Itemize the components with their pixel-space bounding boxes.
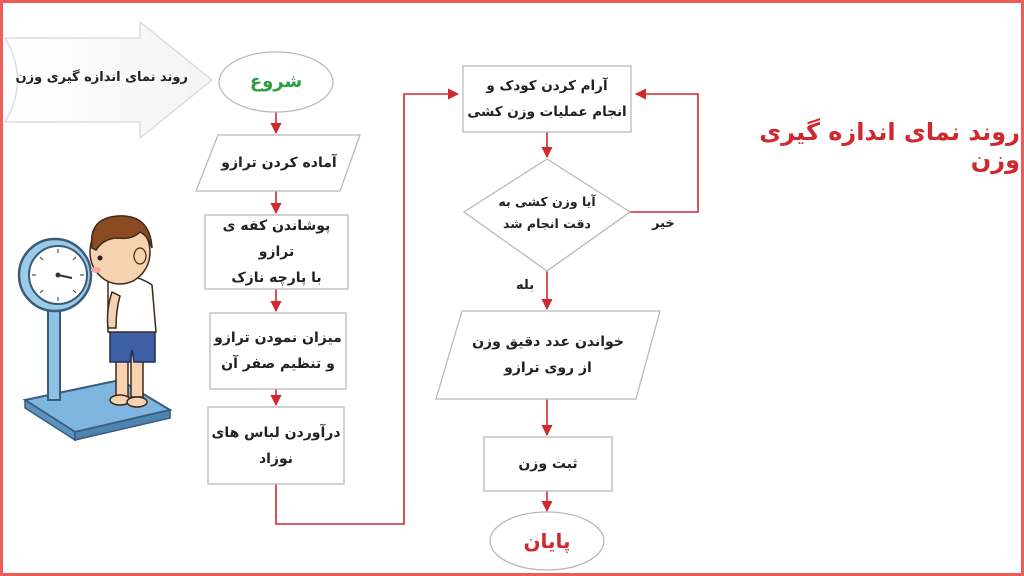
end-label: پایان — [523, 529, 571, 553]
calibrate-label: میزان نمودن ترازو و تنظیم صفر آن — [214, 330, 342, 372]
edge-no-label: خیر — [652, 216, 675, 231]
undress-label: درآوردن لباس های نوزاد — [211, 424, 341, 467]
page-title: روند نمای اندازه گیری وزن — [759, 118, 1020, 174]
cover-scale-label: پوشاندن کفه ی ترازو با پارچه نازک — [222, 218, 331, 286]
side-arrow-label: روند نمای اندازه گیری وزن — [15, 70, 188, 85]
prep-scale-label: آماده کردن ترازو — [221, 155, 337, 171]
record-label: ثبت وزن — [518, 456, 578, 472]
child-on-scale-illustration — [19, 216, 170, 440]
decision-label: آیا وزن کشی به دقت انجام شد — [498, 194, 596, 231]
read-weight-label: خواندن عدد دقیق وزن از روی ترازو — [472, 334, 624, 376]
edge-yes-label: بله — [516, 278, 535, 293]
calm-child-label: آرام کردن کودک و انجام عملیات وزن کشی — [467, 78, 627, 120]
start-label: شروع — [249, 71, 303, 92]
